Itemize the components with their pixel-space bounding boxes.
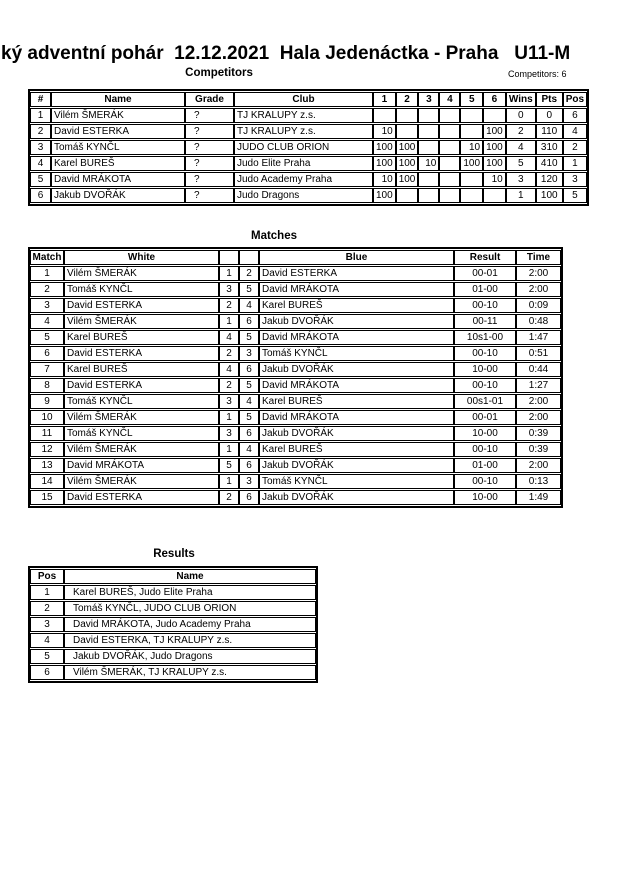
cell-score-2: 100: [396, 156, 419, 171]
cell-result: 10-00: [454, 490, 516, 505]
cell-result-name: Karel BUREŠ, Judo Elite Praha: [64, 585, 316, 600]
cell-blue-num: 4: [239, 298, 259, 313]
competitors-header-row: [30, 92, 587, 107]
cell-score-5: [460, 188, 483, 203]
competitors-section-title: Competitors: [185, 67, 253, 79]
cell-blue-num: 5: [239, 378, 259, 393]
cell-score-3: [418, 172, 439, 187]
cell-result: 00-01: [454, 266, 516, 281]
cell-result: 01-00: [454, 458, 516, 473]
match-row: [30, 346, 561, 361]
match-row: [30, 442, 561, 457]
cell-pts: 100: [536, 188, 563, 203]
cell-blue-name: David ESTERKA: [259, 266, 454, 281]
cell-white-num: 3: [219, 394, 239, 409]
cell-blue-name: Tomáš KYNČL: [259, 474, 454, 489]
cell-white-name: David ESTERKA: [64, 378, 219, 393]
cell-white-name: Tomáš KYNČL: [64, 426, 219, 441]
cell-club: Judo Elite Praha: [234, 156, 373, 171]
cell-time: 0:09: [516, 298, 561, 313]
cell-grade: ?: [185, 140, 234, 155]
cell-num: 6: [30, 188, 51, 203]
competitor-row: [30, 108, 587, 123]
result-row: [30, 585, 316, 600]
cell-time: 1:27: [516, 378, 561, 393]
cell-time: 2:00: [516, 410, 561, 425]
cell-pos: 1: [563, 156, 587, 171]
header-score-1: 1: [373, 92, 396, 107]
match-row: [30, 458, 561, 473]
result-row: [30, 665, 316, 680]
cell-time: 0:44: [516, 362, 561, 377]
cell-score-5: 100: [460, 156, 483, 171]
cell-wins: 2: [506, 124, 536, 139]
cell-blue-name: Jakub DVOŘÁK: [259, 458, 454, 473]
results-table: [28, 566, 318, 683]
cell-blue-name: David MRÁKOTA: [259, 410, 454, 425]
cell-blue-name: Jakub DVOŘÁK: [259, 362, 454, 377]
cell-result-pos: 3: [30, 617, 64, 632]
cell-result: 10-00: [454, 362, 516, 377]
cell-white-num: 1: [219, 442, 239, 457]
cell-score-5: 10: [460, 140, 483, 155]
cell-name: Tomáš KYNČL: [51, 140, 185, 155]
header-name: Name: [51, 92, 185, 107]
header-num: #: [30, 92, 51, 107]
result-row: [30, 633, 316, 648]
cell-score-6: 100: [483, 124, 506, 139]
cell-time: 1:49: [516, 490, 561, 505]
competitor-row: [30, 188, 587, 203]
cell-blue-name: Jakub DVOŘÁK: [259, 490, 454, 505]
cell-score-5: [460, 172, 483, 187]
cell-match-num: 9: [30, 394, 64, 409]
cell-pos: 5: [563, 188, 587, 203]
cell-result: 00-10: [454, 346, 516, 361]
result-row: [30, 617, 316, 632]
cell-score-2: [396, 108, 419, 123]
cell-blue-name: David MRÁKOTA: [259, 330, 454, 345]
cell-result-name: David MRÁKOTA, Judo Academy Praha: [64, 617, 316, 632]
header-white-num: [219, 250, 239, 265]
competitor-row: [30, 140, 587, 155]
cell-num: 4: [30, 156, 51, 171]
cell-score-6: 10: [483, 172, 506, 187]
cell-name: Vilém ŠMERÁK: [51, 108, 185, 123]
cell-blue-name: Tomáš KYNČL: [259, 346, 454, 361]
cell-white-num: 1: [219, 410, 239, 425]
cell-match-num: 8: [30, 378, 64, 393]
cell-blue-name: David MRÁKOTA: [259, 282, 454, 297]
header-wins: Wins: [506, 92, 536, 107]
cell-result-pos: 2: [30, 601, 64, 616]
header-pts: Pts: [536, 92, 563, 107]
cell-result: 01-00: [454, 282, 516, 297]
cell-score-4: [439, 140, 460, 155]
cell-result: 00s1-01: [454, 394, 516, 409]
header-club: Club: [234, 92, 373, 107]
match-row: [30, 410, 561, 425]
cell-white-num: 3: [219, 426, 239, 441]
match-row: [30, 378, 561, 393]
cell-white-num: 2: [219, 378, 239, 393]
cell-score-4: [439, 108, 460, 123]
cell-blue-num: 5: [239, 410, 259, 425]
cell-match-num: 11: [30, 426, 64, 441]
header-score-6: 6: [483, 92, 506, 107]
cell-white-num: 5: [219, 458, 239, 473]
cell-white-num: 2: [219, 346, 239, 361]
cell-num: 1: [30, 108, 51, 123]
cell-score-2: [396, 188, 419, 203]
cell-white-name: Tomáš KYNČL: [64, 394, 219, 409]
cell-blue-name: Karel BUREŠ: [259, 298, 454, 313]
result-row: [30, 649, 316, 664]
cell-grade: ?: [185, 108, 234, 123]
cell-result-pos: 1: [30, 585, 64, 600]
header-match: Match: [30, 250, 64, 265]
cell-wins: 1: [506, 188, 536, 203]
match-row: [30, 394, 561, 409]
cell-white-name: David MRÁKOTA: [64, 458, 219, 473]
header-score-5: 5: [460, 92, 483, 107]
header-time: Time: [516, 250, 561, 265]
cell-wins: 4: [506, 140, 536, 155]
cell-result: 00-11: [454, 314, 516, 329]
cell-white-name: Vilém ŠMERÁK: [64, 314, 219, 329]
matches-header-row: [30, 250, 561, 265]
cell-pts: 110: [536, 124, 563, 139]
competitors-count: Competitors: 6: [508, 69, 567, 79]
cell-name: Karel BUREŠ: [51, 156, 185, 171]
match-row: [30, 330, 561, 345]
cell-white-name: David ESTERKA: [64, 490, 219, 505]
cell-result-name: David ESTERKA, TJ KRALUPY z.s.: [64, 633, 316, 648]
cell-score-6: [483, 108, 506, 123]
cell-time: 0:39: [516, 442, 561, 457]
cell-blue-num: 6: [239, 490, 259, 505]
cell-blue-name: Jakub DVOŘÁK: [259, 426, 454, 441]
cell-club: JUDO CLUB ORION: [234, 140, 373, 155]
cell-white-num: 2: [219, 490, 239, 505]
cell-score-4: [439, 156, 460, 171]
cell-name: David ESTERKA: [51, 124, 185, 139]
header-grade: Grade: [185, 92, 234, 107]
cell-white-name: Tomáš KYNČL: [64, 282, 219, 297]
cell-score-5: [460, 108, 483, 123]
cell-white-name: Vilém ŠMERÁK: [64, 266, 219, 281]
cell-match-num: 12: [30, 442, 64, 457]
cell-white-num: 1: [219, 266, 239, 281]
cell-pts: 120: [536, 172, 563, 187]
cell-blue-num: 6: [239, 458, 259, 473]
cell-score-1: 100: [373, 156, 396, 171]
header-score-4: 4: [439, 92, 460, 107]
cell-pts: 310: [536, 140, 563, 155]
cell-result: 00-10: [454, 442, 516, 457]
cell-white-name: Vilém ŠMERÁK: [64, 474, 219, 489]
results-section-title: Results: [153, 548, 195, 560]
cell-score-3: [418, 124, 439, 139]
cell-score-1: 100: [373, 140, 396, 155]
competitors-table: [28, 89, 589, 206]
matches-section-title: Matches: [250, 230, 298, 242]
cell-blue-num: 3: [239, 474, 259, 489]
cell-result: 10-00: [454, 426, 516, 441]
cell-score-6: 100: [483, 156, 506, 171]
cell-blue-name: Karel BUREŠ: [259, 442, 454, 457]
cell-blue-num: 2: [239, 266, 259, 281]
cell-blue-num: 4: [239, 442, 259, 457]
match-row: [30, 362, 561, 377]
cell-blue-name: Jakub DVOŘÁK: [259, 314, 454, 329]
cell-time: 0:51: [516, 346, 561, 361]
cell-pts: 410: [536, 156, 563, 171]
cell-time: 0:13: [516, 474, 561, 489]
cell-blue-num: 5: [239, 330, 259, 345]
cell-match-num: 1: [30, 266, 64, 281]
cell-match-num: 7: [30, 362, 64, 377]
cell-time: 2:00: [516, 458, 561, 473]
match-row: [30, 490, 561, 505]
results-header-row: [30, 569, 316, 584]
cell-club: Judo Dragons: [234, 188, 373, 203]
cell-pos: 6: [563, 108, 587, 123]
cell-score-5: [460, 124, 483, 139]
cell-score-1: [373, 108, 396, 123]
cell-match-num: 5: [30, 330, 64, 345]
cell-blue-name: David MRÁKOTA: [259, 378, 454, 393]
cell-score-6: [483, 188, 506, 203]
cell-score-4: [439, 172, 460, 187]
cell-score-3: [418, 108, 439, 123]
cell-score-6: 100: [483, 140, 506, 155]
cell-pts: 0: [536, 108, 563, 123]
cell-time: 2:00: [516, 266, 561, 281]
header-white: White: [64, 250, 219, 265]
header-blue: Blue: [259, 250, 454, 265]
cell-white-num: 4: [219, 330, 239, 345]
cell-club: Judo Academy Praha: [234, 172, 373, 187]
matches-body: [30, 266, 561, 505]
cell-time: 0:39: [516, 426, 561, 441]
cell-grade: ?: [185, 188, 234, 203]
cell-match-num: 14: [30, 474, 64, 489]
cell-result-name: Jakub DVOŘÁK, Judo Dragons: [64, 649, 316, 664]
cell-result-pos: 5: [30, 649, 64, 664]
cell-white-name: Vilém ŠMERÁK: [64, 410, 219, 425]
header-blue-num: [239, 250, 259, 265]
cell-time: 1:47: [516, 330, 561, 345]
cell-white-num: 3: [219, 282, 239, 297]
cell-name: Jakub DVOŘÁK: [51, 188, 185, 203]
cell-match-num: 13: [30, 458, 64, 473]
cell-result: 00-10: [454, 474, 516, 489]
cell-score-4: [439, 124, 460, 139]
match-row: [30, 426, 561, 441]
cell-match-num: 15: [30, 490, 64, 505]
cell-num: 3: [30, 140, 51, 155]
cell-score-3: 10: [418, 156, 439, 171]
cell-match-num: 2: [30, 282, 64, 297]
header-result-name: Name: [64, 569, 316, 584]
match-row: [30, 298, 561, 313]
cell-pos: 3: [563, 172, 587, 187]
cell-num: 5: [30, 172, 51, 187]
cell-result-name: Vilém ŠMERÁK, TJ KRALUPY z.s.: [64, 665, 316, 680]
cell-white-name: David ESTERKA: [64, 346, 219, 361]
cell-wins: 0: [506, 108, 536, 123]
cell-blue-num: 6: [239, 362, 259, 377]
cell-result: 00-10: [454, 298, 516, 313]
cell-result: 10s1-00: [454, 330, 516, 345]
match-row: [30, 282, 561, 297]
cell-club: TJ KRALUPY z.s.: [234, 124, 373, 139]
cell-score-2: 100: [396, 172, 419, 187]
cell-score-1: 10: [373, 124, 396, 139]
cell-result: 00-01: [454, 410, 516, 425]
competitor-row: [30, 156, 587, 171]
cell-result-pos: 6: [30, 665, 64, 680]
cell-white-name: Vilém ŠMERÁK: [64, 442, 219, 457]
cell-time: 2:00: [516, 394, 561, 409]
cell-white-num: 4: [219, 362, 239, 377]
cell-time: 0:48: [516, 314, 561, 329]
header-result-pos: Pos: [30, 569, 64, 584]
cell-name: David MRÁKOTA: [51, 172, 185, 187]
cell-white-num: 1: [219, 314, 239, 329]
cell-blue-num: 5: [239, 282, 259, 297]
cell-score-1: 100: [373, 188, 396, 203]
cell-wins: 3: [506, 172, 536, 187]
cell-white-num: 1: [219, 474, 239, 489]
cell-score-3: [418, 188, 439, 203]
competitors-body: [30, 108, 587, 203]
cell-score-4: [439, 188, 460, 203]
cell-wins: 5: [506, 156, 536, 171]
cell-score-3: [418, 140, 439, 155]
cell-result-pos: 4: [30, 633, 64, 648]
header-result: Result: [454, 250, 516, 265]
match-row: [30, 474, 561, 489]
result-row: [30, 601, 316, 616]
cell-grade: ?: [185, 156, 234, 171]
cell-pos: 2: [563, 140, 587, 155]
matches-table: [28, 247, 563, 508]
results-body: [30, 585, 316, 680]
cell-match-num: 6: [30, 346, 64, 361]
cell-white-name: Karel BUREŠ: [64, 330, 219, 345]
cell-blue-num: 6: [239, 426, 259, 441]
cell-pos: 4: [563, 124, 587, 139]
cell-match-num: 10: [30, 410, 64, 425]
cell-white-name: Karel BUREŠ: [64, 362, 219, 377]
cell-time: 2:00: [516, 282, 561, 297]
cell-club: TJ KRALUPY z.s.: [234, 108, 373, 123]
cell-blue-num: 4: [239, 394, 259, 409]
cell-result-name: Tomáš KYNČL, JUDO CLUB ORION: [64, 601, 316, 616]
cell-score-2: [396, 124, 419, 139]
competitor-row: [30, 172, 587, 187]
header-score-3: 3: [418, 92, 439, 107]
cell-white-num: 2: [219, 298, 239, 313]
cell-num: 2: [30, 124, 51, 139]
match-row: [30, 266, 561, 281]
cell-match-num: 3: [30, 298, 64, 313]
cell-white-name: David ESTERKA: [64, 298, 219, 313]
match-row: [30, 314, 561, 329]
cell-grade: ?: [185, 172, 234, 187]
cell-grade: ?: [185, 124, 234, 139]
cell-blue-num: 6: [239, 314, 259, 329]
header-score-2: 2: [396, 92, 419, 107]
cell-score-1: 10: [373, 172, 396, 187]
cell-match-num: 4: [30, 314, 64, 329]
cell-result: 00-10: [454, 378, 516, 393]
competitor-row: [30, 124, 587, 139]
page-title: ký adventní pohár 12.12.2021 Hala Jedenáctka - Praha U11-M: [1, 43, 571, 64]
cell-score-2: 100: [396, 140, 419, 155]
header-pos: Pos: [563, 92, 587, 107]
cell-blue-name: Karel BUREŠ: [259, 394, 454, 409]
cell-blue-num: 3: [239, 346, 259, 361]
